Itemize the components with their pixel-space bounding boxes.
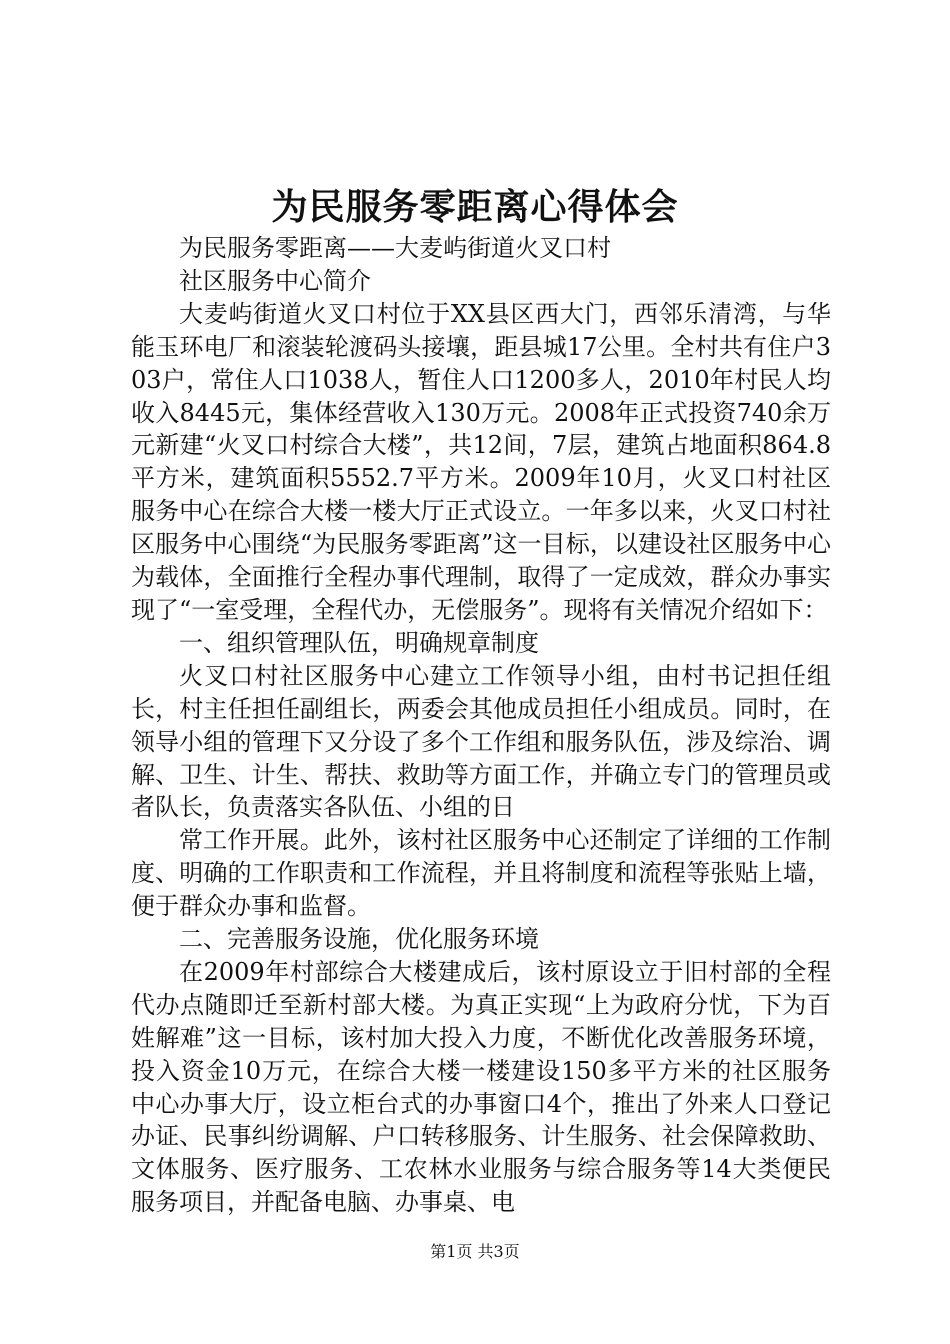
intro-paragraph: 大麦屿街道火叉口村位于XX县区西大门，西邻乐清湾，与华能玉环电厂和滚装轮渡码头接壤，距县城17公里。全村共有住户303户，常住人口1038人，暂住人口1200多人，2010年村民人均收入8445元，集体经营收入130万元。2008年正式投资740余万元新建“火叉口村综合大楼”，共12间，7层，建筑占地面积864.8平方米，建筑面积5552.7平方米。2009年10月，火叉口村社区服务中心在综合大楼一楼大厅正式设立。一年多以来，火叉口村社区服务中心围绕“为民服务零距离”这一目标，以建设社区服务中心为载体，全面推行全程办事代理制，取得了一定成效，群众办事实现了“一室受理，全程代办，无偿服务”。现将有关情况介绍如下： (131, 299, 831, 624)
document-title: 为民服务零距离心得体会 (271, 187, 679, 228)
subtitle-line-2: 社区服务中心简介 (179, 266, 371, 295)
section-1-paragraph: 火叉口村社区服务中心建立工作领导小组，由村书记担任组长，村主任担任副组长，两委会其他成员担任小组成员。同时，在领导小组的管理下又分设了多个工作组和服务队伍，涉及综治、调解、卫生、计生、帮扶、救助等方面工作，并确立专门的管理员或者队长，负责落实各队伍、小组的日 (131, 661, 831, 822)
section-1-paragraph-continued: 常工作开展。此外，该村社区服务中心还制定了详细的工作制度、明确的工作职责和工作流程，并且将制度和流程等张贴上墙，便于群众办事和监督。 (131, 826, 831, 921)
subtitle-line-1: 为民服务零距离——大麦屿街道火叉口村 (179, 234, 611, 262)
document-body (131, 232, 831, 1219)
section-2-paragraph: 在2009年村部综合大楼建成后，该村原设立于旧村部的全程代办点随即迁至新村部大楼。为真正实现“上为政府分忧，下为百姓解难”这一目标，该村加大投入力度，不断优化改善服务环境，投入资金10万元，在综合大楼一楼建设150多平方米的社区服务中心办事大厅，设立柜台式的办事窗口4个，推出了外来人口登记办证、民事纠纷调解、户口转移服务、计生服务、社会保障救助、文体服务、医疗服务、工农林水业服务与综合服务等14大类便民服务项目，并配备电脑、办事桌、电 (131, 957, 831, 1217)
section-heading-2: 二、完善服务设施，优化服务环境 (179, 925, 539, 954)
page-number-footer: 第1页 共3页 (430, 1242, 520, 1261)
section-heading-1: 一、组织管理队伍，明确规章制度 (179, 628, 539, 657)
